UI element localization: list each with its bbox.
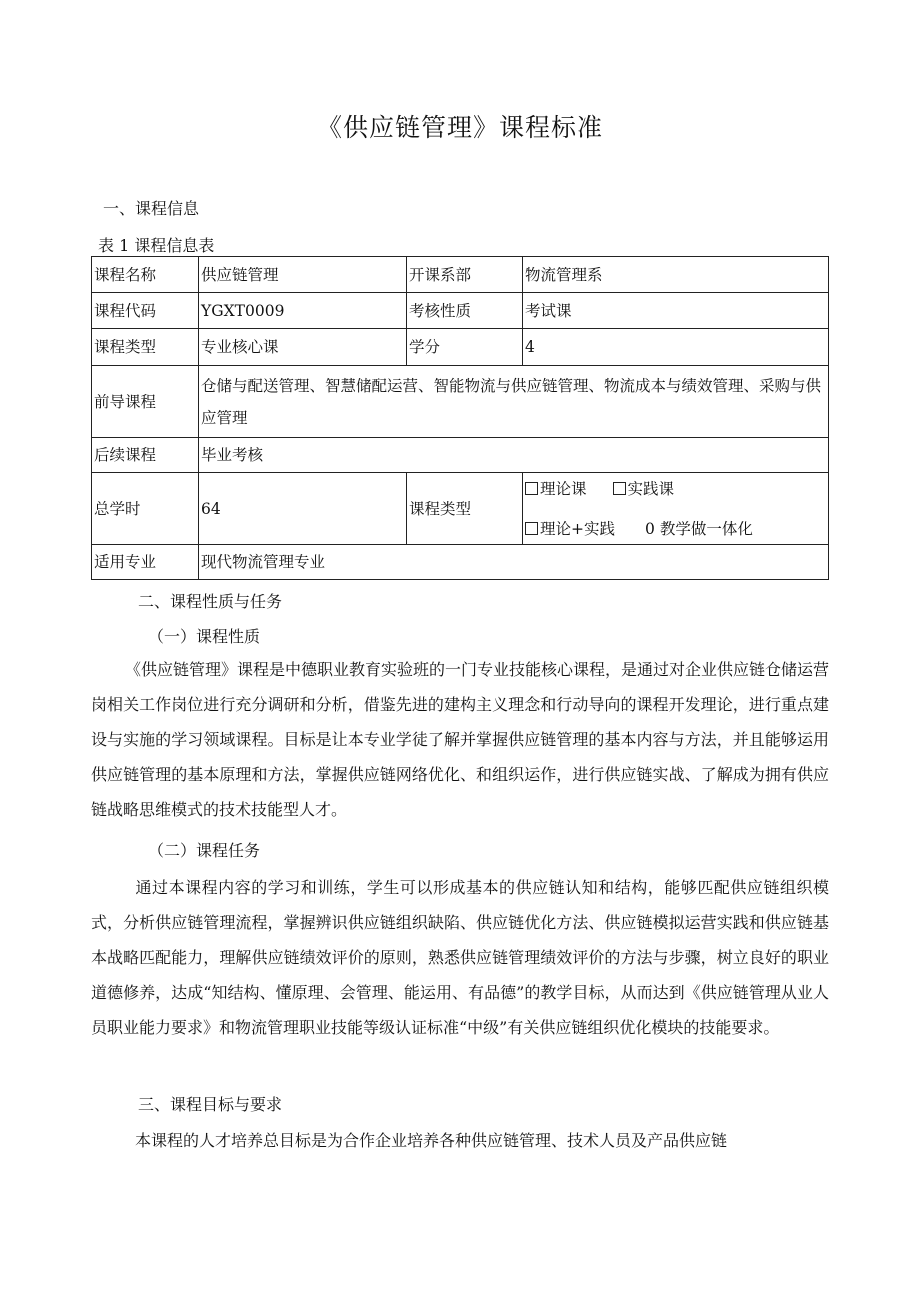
paragraph-course-tasks-text: 通过本课程内容的学习和训练，学生可以形成基本的供应链认知和结构，能够匹配供应链组织模式，分析供应链管理流程，掌握辨识供应链组织缺陷、供应链优化方法、供应链模拟运营实践和供应链基本战略匹配能力，理解供应链绩效评价的原则，熟悉供应链管理绩效评价的方法与步骤，树立良好的职业道德修养，达成“知结构、懂原理、会管理、能运用、有品德”的教学目标，从而达到《供应链管理从业人员职业能力要求》和物流管理职业技能等级认证标准“中级”有关供应链组织优化模块的技能要求。: [91, 878, 829, 1037]
table-caption: 表 1 课程信息表: [98, 236, 215, 255]
exam-type-value: 考试课: [523, 293, 829, 329]
checkbox-theory[interactable]: [525, 482, 538, 495]
course-category-label: 课程类型: [407, 473, 523, 545]
table-row: [92, 438, 829, 473]
followup-label: 后续课程: [92, 438, 199, 473]
prerequisite-value: 仓储与配送管理、智慧储配运营、智能物流与供应链管理、物流成本与绩效管理、采购与供应管理: [199, 366, 829, 438]
exam-type-label: 考核性质: [407, 293, 523, 329]
subheading-course-tasks: （二）课程任务: [148, 841, 261, 860]
section-heading-nature-tasks: 二、课程性质与任务: [138, 592, 283, 611]
checkbox-practice[interactable]: [613, 482, 626, 495]
department-label: 开课系部: [407, 257, 523, 293]
prerequisite-label: 前导课程: [92, 366, 199, 438]
section-heading-objectives: 三、课程目标与要求: [138, 1095, 283, 1114]
document-title: 《供应链管理》课程标准: [316, 113, 603, 142]
table-row: [92, 545, 829, 580]
option-theory-label: 理论课: [540, 479, 587, 498]
total-hours-label: 总学时: [92, 473, 199, 545]
section-heading-course-info: 一、课程信息: [103, 199, 200, 218]
checkbox-theory-practice[interactable]: [525, 522, 538, 535]
major-label: 适用专业: [92, 545, 199, 580]
department-value: 物流管理系: [523, 257, 829, 293]
option-integrated-marker: 0: [645, 519, 655, 538]
course-code-label: 课程代码: [92, 293, 199, 329]
course-type-label: 课程类型: [92, 329, 199, 366]
paragraph-objectives: [91, 1123, 829, 1158]
course-name-label: 课程名称: [92, 257, 199, 293]
option-practice-label: 实践课: [627, 479, 675, 498]
followup-value: 毕业考核: [199, 438, 829, 473]
table-row: [92, 257, 829, 293]
course-category-options: [523, 473, 829, 545]
table-row: [92, 329, 829, 366]
paragraph-course-nature-text: 《供应链管理》课程是中德职业教育实验班的一门专业技能核心课程，是通过对企业供应链仓储运营岗相关工作岗位进行充分调研和分析，借鉴先进的建构主义理念和行动导向的课程开发理论，进行重点建设与实施的学习领域课程。目标是让本专业学徒了解并掌握供应链管理的基本内容与方法，并且能够运用供应链管理的基本原理和方法，掌握供应链网络优化、和组织运作，进行供应链实战、了解成为拥有供应链战略思维模式的技术技能型人才。: [91, 660, 830, 819]
total-hours-value: 64: [199, 473, 407, 545]
major-value: 现代物流管理专业: [199, 545, 829, 580]
option-integrated-label: 教学做一体化: [659, 519, 753, 538]
course-info-table: [91, 256, 829, 580]
subheading-course-nature: （一）课程性质: [148, 627, 261, 646]
option-theory-practice-label: 理论+实践: [540, 519, 615, 538]
table-row: [92, 366, 829, 438]
credit-label: 学分: [407, 329, 523, 366]
course-name-value: 供应链管理: [199, 257, 407, 293]
table-row: [92, 473, 829, 545]
paragraph-objectives-text: 本课程的人才培养总目标是为合作企业培养各种供应链管理、技术人员及产品供应链: [135, 1131, 728, 1150]
paragraph-course-nature: [91, 652, 829, 827]
course-type-value: 专业核心课: [199, 329, 407, 366]
paragraph-course-tasks: [91, 870, 829, 1045]
course-code-value: YGXT0009: [199, 293, 407, 329]
table-row: [92, 293, 829, 329]
credit-value: 4: [523, 329, 829, 366]
